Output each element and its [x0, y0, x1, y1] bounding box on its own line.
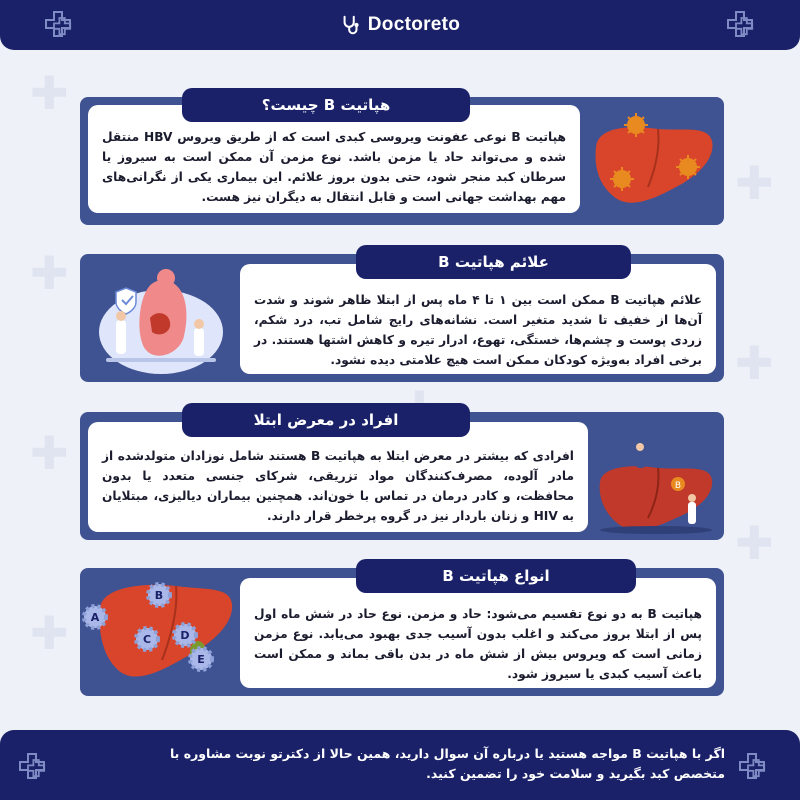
virus-label: E — [197, 653, 205, 666]
medical-cross-icon — [40, 6, 80, 46]
bg-cross-icon: ✚ — [735, 516, 774, 570]
bg-cross-icon: ✚ — [30, 606, 69, 660]
bg-cross-icon: ✚ — [30, 246, 69, 300]
medical-cross-icon — [14, 748, 54, 788]
section-body: افرادی که بیشتر در معرض ابتلا به هپاتیت B هستند شامل نوزادان متولدشده از مادر آلوده، مصرف‌کنندگان مواد تزریقی، شرکای جنسی متعدد یا بدون محافظت، و کادر درمان در تماس با خون‌اند. همچنین بیماران دیالیزی، مبتلایان به HIV و زنان باردار نیز در گروه پرخطر قرار دارند. — [88, 422, 588, 532]
virus-c-icon — [130, 622, 164, 656]
bg-cross-icon: ✚ — [30, 426, 69, 480]
infected-liver-illustration — [588, 107, 718, 217]
doctors-examining-illustration — [86, 262, 236, 378]
section-title: انواع هپاتیت B — [356, 559, 636, 593]
section-title: هپاتیت B چیست؟ — [182, 88, 470, 122]
virus-b-icon — [142, 578, 176, 612]
medical-cross-icon — [734, 748, 774, 788]
virus-a-icon — [78, 600, 112, 634]
section-title: افراد در معرض ابتلا — [182, 403, 470, 437]
section-title: علائم هپاتیت B — [356, 245, 631, 279]
bg-cross-icon: ✚ — [735, 336, 774, 390]
section-body: علائم هپاتیت B ممکن است بین ۱ تا ۴ ماه پس از ابتلا ظاهر شوند و شدت آن‌ها از خفیف تا شدید متغیر است. نشانه‌های رایج شامل تب، درد شکم، زردی پوست و چشم‌ها، خستگی، تهوع، ادرار تیره و کاهش اشتها هستند. در برخی افراد به‌ویژه کودکان ممکن است هیچ علامتی دیده نشود. — [240, 264, 716, 374]
virus-label: A — [90, 611, 100, 624]
stethoscope-icon — [340, 14, 362, 36]
liver-people-illustration — [592, 442, 720, 538]
section-body: هپاتیت B به دو نوع تقسیم می‌شود: حاد و مزمن. نوع حاد در شش ماه اول پس از ابتلا بروز می‌کند و اغلب بدون آسیب جدی بهبود می‌یابد. نوع مزمن زمانی است که ویروس بیش از شش ماه در بدن باقی بماند و ممکن است باعث آسیب کبدی یا سیروز شود. — [240, 578, 716, 688]
medical-cross-icon — [722, 6, 762, 46]
section-body: هپاتیت B نوعی عفونت ویروسی کبدی است که از طریق ویروس HBV منتقل شده و می‌تواند حاد یا مزمن باشد. نوع مزمن آن ممکن است به سیروز یا سرطان کبد منجر شود، حتی بدون بروز علائم. این بیماری یکی از نگرانی‌های مهم بهداشت جهانی است و قابل انتقال به دیگران نیز هست. — [88, 105, 580, 213]
page-header — [0, 0, 800, 50]
bg-cross-icon: ✚ — [30, 66, 69, 120]
bg-cross-icon: ✚ — [735, 156, 774, 210]
footer-cta-text: اگر با هپاتیت B مواجه هستید یا درباره آن سوال دارید، همین حالا از دکترتو نوبت مشاوره با متخصص کبد بگیرید و سلامت خود را تضمین کنید. — [169, 746, 725, 781]
svg-text:B: B — [674, 481, 682, 491]
virus-label: D — [180, 629, 190, 642]
page-footer — [0, 730, 800, 800]
virus-label: C — [142, 633, 152, 646]
brand-logo[interactable] — [340, 14, 460, 36]
brand-name: Doctoreto — [367, 14, 461, 35]
virus-e-icon — [184, 642, 218, 676]
virus-label: B — [154, 589, 164, 602]
